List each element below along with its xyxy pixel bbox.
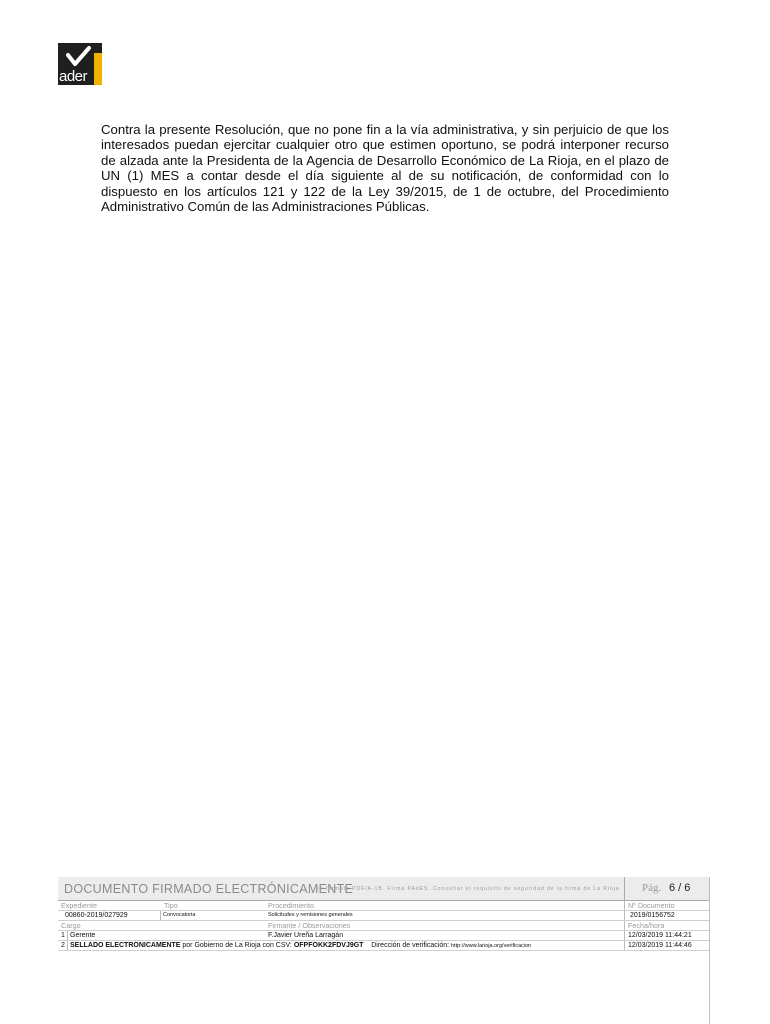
page-label: Pág. [642, 882, 662, 894]
documento-value: 2019/0156752 [630, 912, 675, 919]
procedimiento-header: Procedimiento [268, 901, 314, 910]
stamp-header [58, 877, 709, 901]
verify-url[interactable]: http://www.larioja.org/verificacion [451, 943, 532, 949]
stamp-header-row [58, 901, 709, 911]
logo-wordmark: ader [59, 68, 88, 85]
seal-date: 12/03/2019 11:44:46 [628, 942, 692, 949]
tipo-value: Convocatoria [163, 912, 196, 918]
firmante-header: Firmante / Observaciones [268, 921, 351, 930]
seal-label: SELLADO ELECTRÓNICAMENTE [70, 942, 181, 949]
seal-by: por Gobierno de La Rioja con CSV: [180, 942, 294, 949]
cargo-header: Cargo [61, 921, 81, 930]
page-number: 6 / 6 [669, 882, 691, 894]
signer-index: 1 [61, 932, 65, 939]
seal-row [58, 941, 709, 951]
seal-index: 2 [61, 942, 65, 949]
expediente-value: 00860-2019/027929 [65, 912, 128, 919]
resolution-paragraph: Contra la presente Resolución, que no pone fin a la vía administrativa, y sin perjuicio de que los interesados puedan ejercitar cualquier otro que estimen oportuno, se podrá interponer recurso de alzada ante la Presidenta de la Agencia de Desarrollo Económico de La Rioja, en el plazo de UN (1) MES a contar desde el día siguiente al de su notificación, de conformidad con lo dispuesto en los artículos 121 y 122 de la Ley 39/2015, de 1 de octubre, del Procedimiento Administrativo Común de las Administraciones Públicas. [101, 122, 669, 215]
signer-row [58, 931, 709, 941]
seal-text [70, 941, 620, 951]
fecha-header: Fecha/hora [628, 921, 665, 930]
page-counter [624, 877, 710, 900]
documento-header: Nº Documento [628, 901, 675, 910]
stamp-note: en formato PDF/A-1B. Firma PAdES. Consultar el requisito de seguridad de la firma de La Rioja [316, 886, 620, 892]
signer-cargo: Gerente [70, 932, 96, 939]
signature-stamp [58, 877, 710, 959]
procedimiento-value: Solicitudes y remisiones generales [268, 912, 353, 918]
tipo-header: Tipo [164, 901, 178, 910]
stamp-values-row [58, 911, 709, 921]
seal-csv: OFPFOKK2FDVJ9GT [293, 942, 364, 949]
signer-name: F.Javier Ureña Larragán [268, 932, 344, 939]
ader-logo [58, 43, 102, 85]
stamp-title: DOCUMENTO FIRMADO ELECTRÓNICAMENTE [64, 882, 354, 896]
stamp-signers-header-row [58, 921, 709, 931]
verify-label: Dirección de verificación: [371, 942, 451, 949]
signer-date: 12/03/2019 11:44:21 [628, 932, 692, 939]
expediente-header: Expediente [61, 901, 97, 910]
